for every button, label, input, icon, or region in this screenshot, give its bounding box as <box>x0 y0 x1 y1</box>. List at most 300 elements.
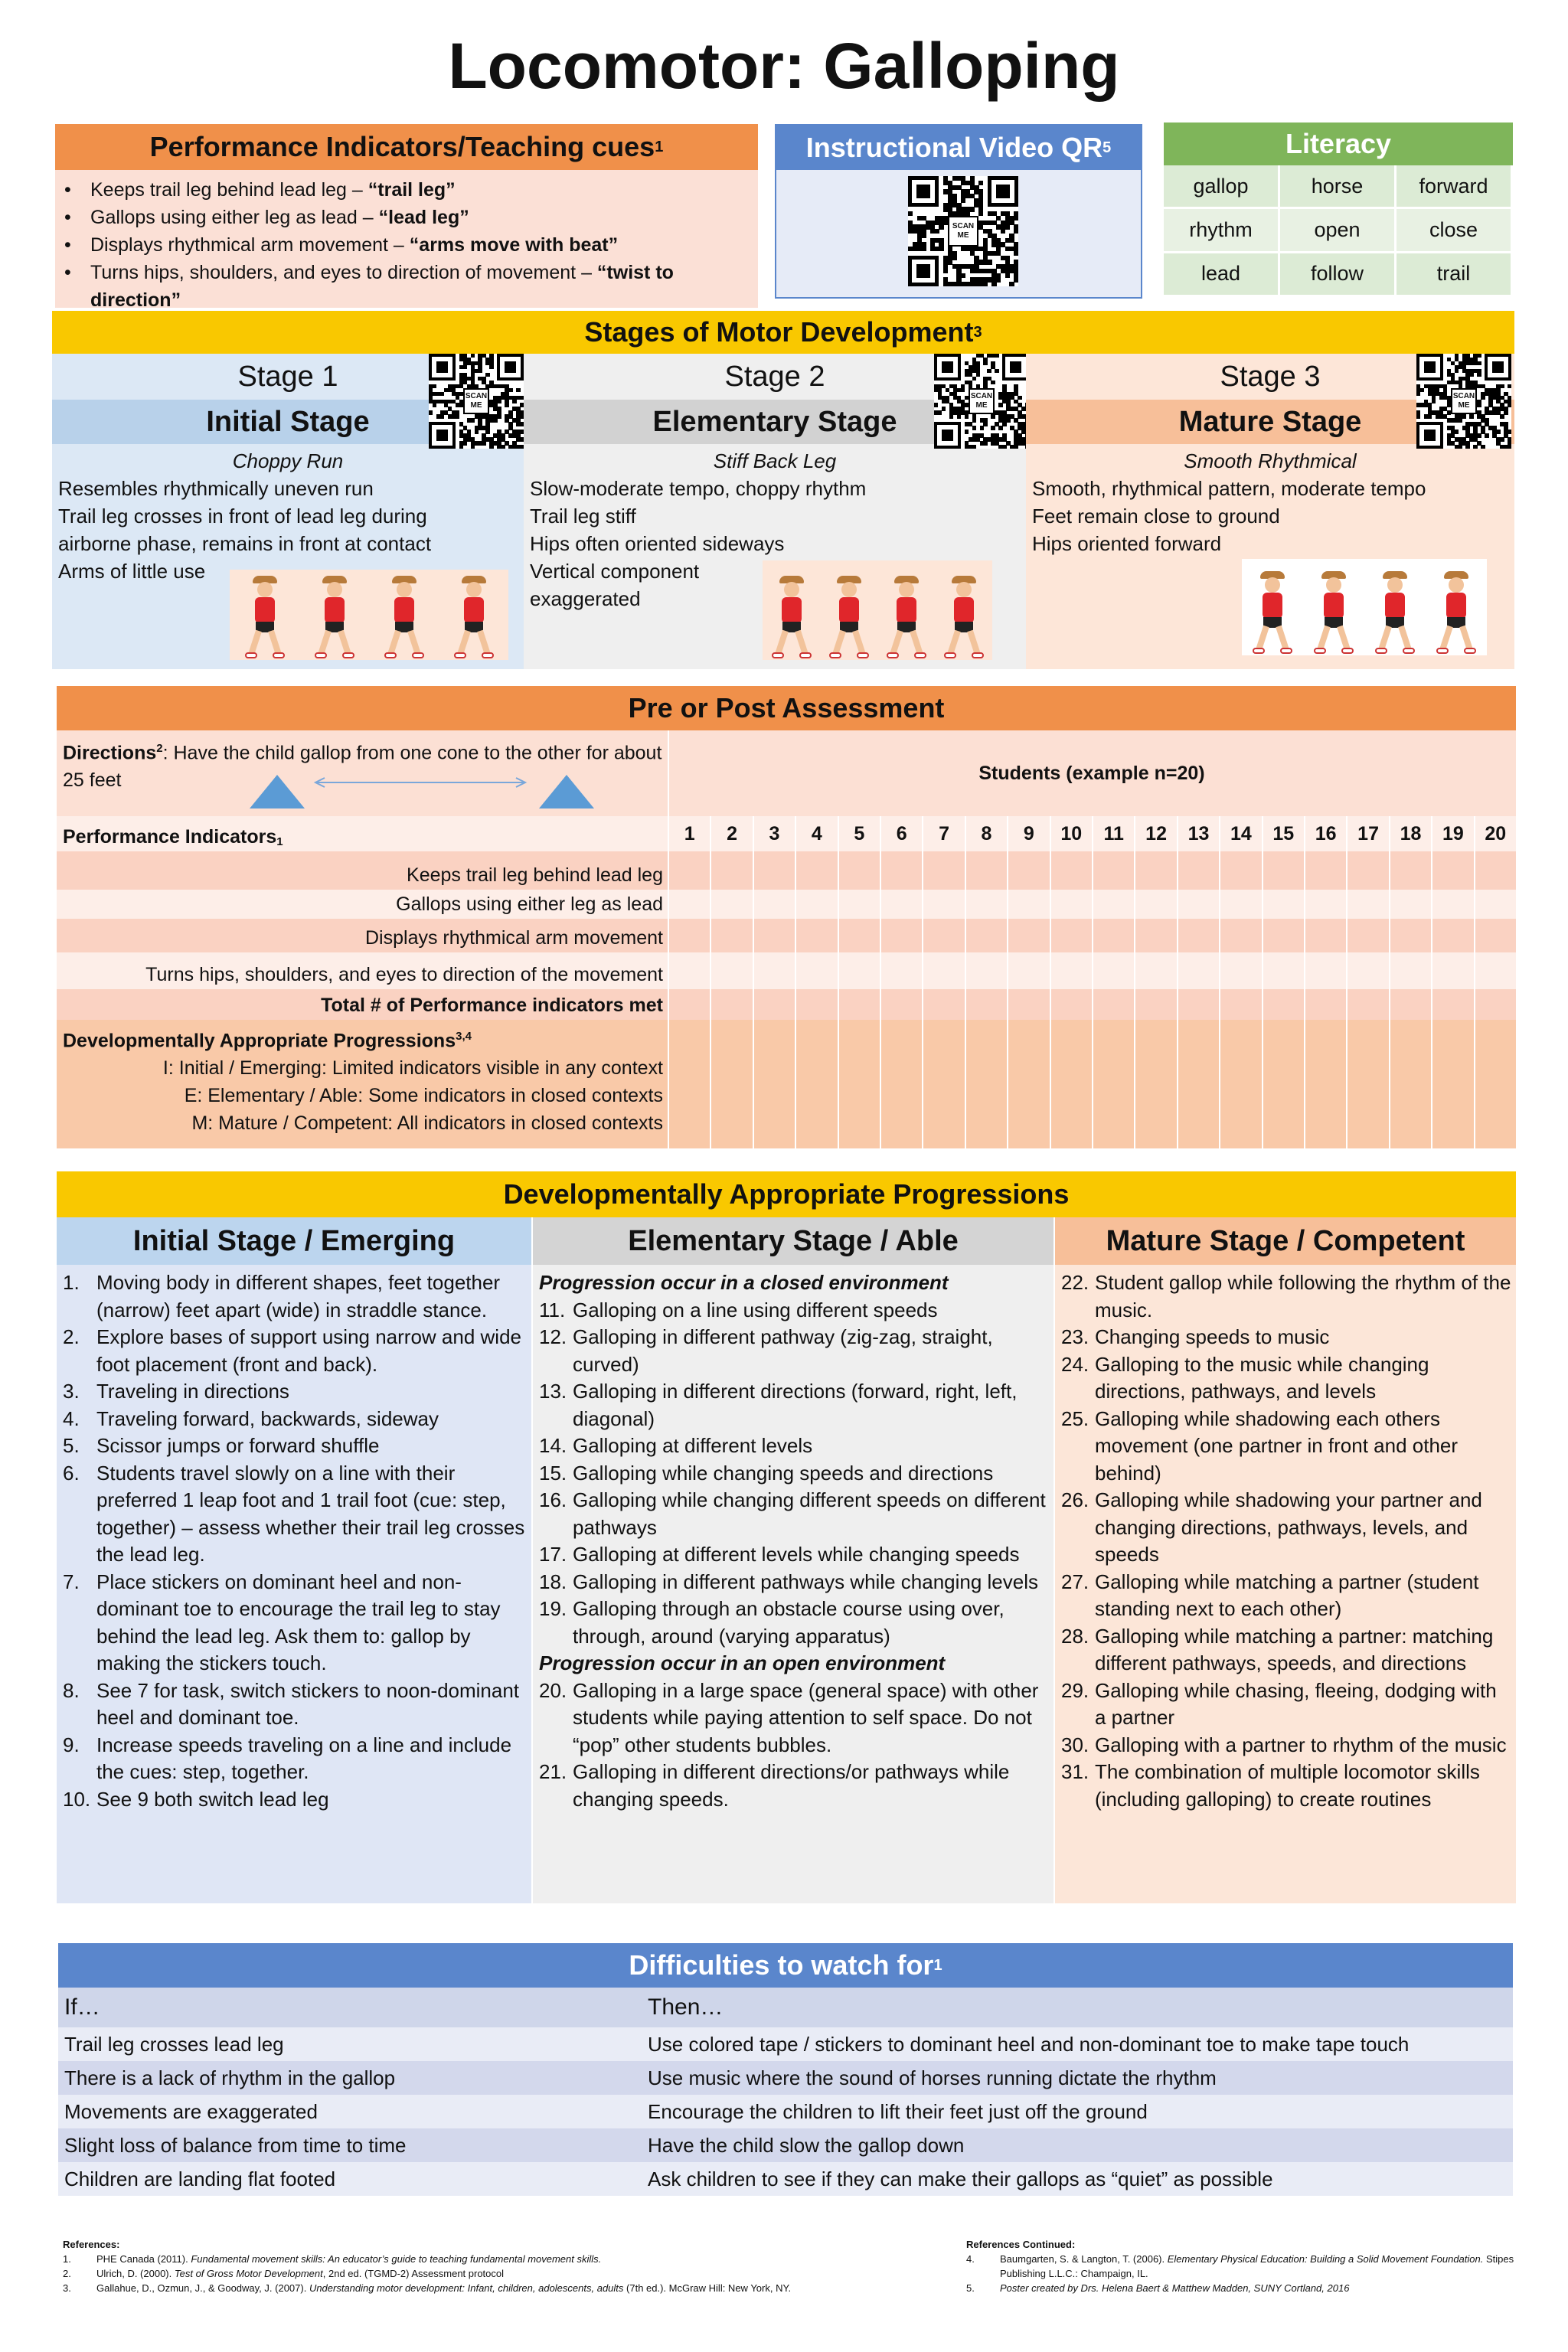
reference-title: Fundamental movement skills: An educator’s guide to teaching fundamental movement skills. <box>191 2253 602 2265</box>
score-cell[interactable] <box>753 919 795 952</box>
difficulty-if: Trail leg crosses lead leg <box>64 2032 284 2056</box>
score-cell[interactable] <box>1431 851 1473 890</box>
video-panel <box>775 124 1142 299</box>
stage-column-elementary <box>524 354 1026 669</box>
score-cell[interactable] <box>1134 851 1176 890</box>
progression-item-text: Galloping while changing speeds and directions <box>573 1461 994 1485</box>
score-cell[interactable] <box>795 952 837 989</box>
score-cell[interactable] <box>1304 890 1346 919</box>
score-cell[interactable] <box>1346 1020 1388 1148</box>
score-cell[interactable] <box>1389 851 1431 890</box>
stages-header-sup: 3 <box>973 323 982 341</box>
progression-item-number: 23. <box>1061 1325 1089 1348</box>
stage-number: Stage 1 <box>237 360 338 393</box>
score-cell[interactable] <box>1050 1020 1092 1148</box>
students-label: Students (example n=20) <box>978 763 1205 784</box>
score-cell[interactable] <box>1262 952 1304 989</box>
stage-3-qr-code[interactable] <box>1416 354 1511 449</box>
score-cell[interactable] <box>838 1020 880 1148</box>
then-label: Then… <box>648 1994 724 2020</box>
score-cell[interactable] <box>1219 919 1261 952</box>
performance-item-text: Gallops using either leg as lead – <box>90 207 379 228</box>
stage-line: airborne phase, remains in front at contact <box>58 532 432 555</box>
score-cell[interactable] <box>710 952 752 989</box>
galloping-child-icon <box>941 576 987 660</box>
dap-line: M: Mature / Competent: All indicators in closed contexts <box>191 1112 663 1135</box>
score-cell[interactable] <box>795 851 837 890</box>
progression-item-text: Galloping while chasing, fleeing, dodging with a partner <box>1095 1678 1497 1729</box>
progression-item-number: 14. <box>539 1434 567 1457</box>
score-cell[interactable] <box>1262 919 1304 952</box>
literacy-word: close <box>1396 209 1511 250</box>
scan-me-label <box>948 216 978 247</box>
progression-item-number: 3. <box>63 1380 80 1403</box>
score-cell[interactable] <box>1304 919 1346 952</box>
student-number: 8 <box>965 816 1007 851</box>
progression-item-text: See 7 for task, switch stickers to noon-dominant heel and dominant toe. <box>96 1678 520 1729</box>
score-cell[interactable] <box>1262 989 1304 1020</box>
stage-body <box>1026 444 1514 560</box>
dap-block <box>57 1020 668 1148</box>
galloping-child-icon <box>242 576 288 660</box>
literacy-word: follow <box>1280 253 1394 295</box>
reference-item <box>63 2281 951 2295</box>
score-cell[interactable] <box>753 1020 795 1148</box>
score-cell[interactable] <box>922 851 964 890</box>
assessment-row <box>57 890 1516 919</box>
score-cell[interactable] <box>1431 919 1473 952</box>
performance-list <box>55 170 758 314</box>
score-cell[interactable] <box>1092 952 1134 989</box>
score-cell[interactable] <box>965 919 1007 952</box>
score-cell[interactable] <box>880 890 922 919</box>
literacy-grid <box>1164 165 1513 297</box>
score-cell[interactable] <box>922 919 964 952</box>
galloping-child-icon <box>1311 571 1357 655</box>
reference-title: Understanding motor development: Infant, children, adolescents, adults <box>309 2282 624 2294</box>
difficulty-if: Movements are exaggerated <box>64 2099 318 2123</box>
score-cell[interactable] <box>1050 952 1092 989</box>
progression-item <box>1061 1569 1511 1623</box>
score-cell[interactable] <box>1389 1020 1431 1148</box>
progression-column-title: Elementary Stage / Able <box>533 1217 1054 1265</box>
progression-item-number: 26. <box>1061 1488 1089 1511</box>
scan-me-text: SCAN ME <box>465 391 488 410</box>
progression-item-text: Galloping through an obstacle course using over, through, around (varying apparatus) <box>573 1597 1004 1648</box>
student-number: 10 <box>1050 816 1092 851</box>
score-cell[interactable] <box>1431 952 1473 989</box>
progression-item-text: Galloping in different directions/or pathways while changing speeds. <box>573 1760 1010 1811</box>
difficulty-if: There is a lack of rhythm in the gallop <box>64 2066 396 2089</box>
progression-item-text: Galloping at different levels <box>573 1434 813 1457</box>
score-cell[interactable] <box>1219 952 1261 989</box>
progression-item <box>539 1297 1049 1325</box>
performance-header-sup: 1 <box>655 138 664 155</box>
score-cell[interactable] <box>1389 890 1431 919</box>
score-cell[interactable] <box>1304 952 1346 989</box>
progression-item-number: 4. <box>63 1406 80 1430</box>
score-cell[interactable] <box>1431 989 1473 1020</box>
progression-item-number: 15. <box>539 1461 567 1485</box>
reference-post: , 2nd ed. (TGMD-2) Assessment protocol <box>322 2268 505 2279</box>
score-cell[interactable] <box>795 919 837 952</box>
score-cell[interactable] <box>1346 890 1388 919</box>
score-cell[interactable] <box>1346 919 1388 952</box>
literacy-panel <box>1164 122 1513 297</box>
score-cell[interactable] <box>1092 851 1134 890</box>
pi-label-sup: 1 <box>276 835 283 848</box>
progression-item-text: Galloping while shadowing each others movement (one partner in front and other behind) <box>1095 1406 1459 1485</box>
progression-item-number: 28. <box>1061 1624 1089 1648</box>
score-cell[interactable] <box>1474 851 1516 890</box>
stage-line: Smooth, rhythmical pattern, moderate tempo <box>1032 477 1426 500</box>
reference-item <box>966 2252 1517 2281</box>
score-cell[interactable] <box>753 989 795 1020</box>
score-cell[interactable] <box>1304 851 1346 890</box>
score-cell[interactable] <box>1007 952 1049 989</box>
score-cell[interactable] <box>965 952 1007 989</box>
progression-item-text: Changing speeds to music <box>1095 1325 1330 1348</box>
progression-item-text: Galloping in different directions (forward, right, left, diagonal) <box>573 1380 1018 1430</box>
score-cell[interactable] <box>1389 989 1431 1020</box>
score-cell[interactable] <box>922 989 964 1020</box>
progression-item-number: 22. <box>1061 1271 1089 1294</box>
stage-body <box>52 444 524 588</box>
progression-column-mature <box>1055 1217 1516 1903</box>
assessment-header: Pre or Post Assessment <box>57 686 1516 730</box>
progression-item-text: Moving body in different shapes, feet together (narrow) feet apart (wide) in straddle stance. <box>96 1271 501 1321</box>
progression-item-text: Galloping to the music while changing directions, pathways, and levels <box>1095 1352 1429 1403</box>
score-cell[interactable] <box>1134 989 1176 1020</box>
reference-number: 4. <box>966 2253 975 2265</box>
progression-item-text: Explore bases of support using narrow and wide foot placement (front and back). <box>96 1325 521 1376</box>
progression-item <box>1061 1406 1511 1488</box>
score-cell[interactable] <box>710 851 752 890</box>
score-cell[interactable] <box>1050 919 1092 952</box>
difficulties-header-text: Difficulties to watch for <box>629 1949 934 1981</box>
score-cell[interactable] <box>1134 1020 1176 1148</box>
score-cell[interactable] <box>753 952 795 989</box>
reference-number: 3. <box>63 2282 71 2294</box>
scan-me-label <box>1451 388 1478 415</box>
progression-item-text: Place stickers on dominant heel and non-dominant toe to encourage the trail leg to stay behind the lead leg. Ask them to: gallop by making the stickers touch. <box>96 1570 501 1674</box>
score-cell[interactable] <box>1474 952 1516 989</box>
literacy-word: forward <box>1396 165 1511 207</box>
score-cell[interactable] <box>1431 1020 1473 1148</box>
student-number: 4 <box>795 816 837 851</box>
student-number: 13 <box>1177 816 1219 851</box>
student-number: 12 <box>1134 816 1176 851</box>
score-cell[interactable] <box>1177 919 1219 952</box>
score-cell[interactable] <box>1007 851 1049 890</box>
progression-item-number: 29. <box>1061 1678 1089 1702</box>
student-number: 9 <box>1007 816 1049 851</box>
student-number: 7 <box>922 816 964 851</box>
score-cell[interactable] <box>965 989 1007 1020</box>
progression-item <box>1061 1759 1511 1813</box>
difficulty-then: Encourage the children to lift their feet just off the ground <box>648 2099 1148 2123</box>
score-cell[interactable] <box>1007 919 1049 952</box>
double-arrow-icon <box>315 778 525 787</box>
progression-item-number: 7. <box>63 1570 80 1593</box>
progression-item <box>1061 1269 1511 1324</box>
score-cell[interactable] <box>1007 890 1049 919</box>
stage-name: Initial Stage <box>52 400 524 444</box>
cone-icon <box>539 775 594 808</box>
stage-column-initial <box>52 354 524 669</box>
references-label: References: <box>63 2239 120 2250</box>
stage-line: Vertical component <box>530 560 700 583</box>
assessment-total-row <box>57 989 1516 1020</box>
progression-item <box>63 1732 527 1786</box>
progression-item-text: Traveling in directions <box>96 1380 289 1403</box>
score-cell[interactable] <box>795 890 837 919</box>
video-header-sup: 5 <box>1102 139 1112 156</box>
progression-list <box>57 1265 531 1818</box>
score-cell[interactable] <box>1219 851 1261 890</box>
score-cell[interactable] <box>1007 989 1049 1020</box>
stage-1-qr-code[interactable] <box>429 354 524 449</box>
reference-title: Poster created by Drs. Helena Baert & Matthew Madden, SUNY Cortland, 2016 <box>1000 2282 1350 2294</box>
progression-item <box>63 1378 527 1406</box>
reference-item <box>966 2281 1517 2295</box>
score-cell[interactable] <box>1219 890 1261 919</box>
score-cell[interactable] <box>965 851 1007 890</box>
score-cell[interactable] <box>1474 890 1516 919</box>
stage-3-illustration <box>1242 559 1487 655</box>
progression-item-number: 12. <box>539 1325 567 1348</box>
assessment-row-label: Displays rhythmical arm movement <box>365 927 663 949</box>
galloping-child-icon <box>312 576 358 660</box>
stage-line: Hips often oriented sideways <box>530 532 785 555</box>
galloping-child-icon <box>451 576 497 660</box>
progression-item <box>539 1759 1049 1813</box>
score-cell[interactable] <box>965 1020 1007 1148</box>
progression-column-title: Mature Stage / Competent <box>1055 1217 1516 1265</box>
score-cell[interactable] <box>795 989 837 1020</box>
progressions-header: Developmentally Appropriate Progressions <box>57 1171 1516 1217</box>
difficulty-row <box>58 2162 1513 2196</box>
literacy-word: horse <box>1280 165 1394 207</box>
scan-me-label <box>463 388 490 415</box>
score-cell[interactable] <box>1092 1020 1134 1148</box>
progression-item-text: Students travel slowly on a line with their preferred 1 leap foot and 1 trail foot (cue: step, together) – assess whether their trail leg crosses the lead leg. <box>96 1461 525 1566</box>
score-cell[interactable] <box>753 851 795 890</box>
reference-post: (7th ed.). McGraw Hill: New York, NY. <box>623 2282 792 2294</box>
score-cell[interactable] <box>1177 851 1219 890</box>
progression-item <box>63 1324 527 1378</box>
score-cell[interactable] <box>710 919 752 952</box>
progression-item <box>1061 1677 1511 1732</box>
progressions-panel <box>57 1217 1516 1903</box>
score-cell[interactable] <box>1346 989 1388 1020</box>
stage-column-mature <box>1026 354 1514 669</box>
stage-line: Resembles rhythmically uneven run <box>58 477 374 500</box>
progression-item-number: 8. <box>63 1678 80 1702</box>
difficulty-row <box>58 2027 1513 2061</box>
score-cell[interactable] <box>838 989 880 1020</box>
progression-item <box>539 1541 1049 1569</box>
score-cell[interactable] <box>1219 989 1261 1020</box>
reference-item <box>63 2266 951 2281</box>
student-number: 5 <box>838 816 880 851</box>
galloping-child-icon <box>884 576 929 660</box>
student-number: 17 <box>1346 816 1388 851</box>
video-header <box>776 126 1141 170</box>
score-cell[interactable] <box>1177 952 1219 989</box>
score-cell[interactable] <box>1177 989 1219 1020</box>
score-cell[interactable] <box>1346 952 1388 989</box>
score-cell[interactable] <box>922 1020 964 1148</box>
reference-text <box>96 2266 504 2281</box>
score-cell[interactable] <box>668 952 710 989</box>
score-cell[interactable] <box>1050 989 1092 1020</box>
assessment-row <box>57 952 1516 989</box>
galloping-child-icon <box>1433 571 1479 655</box>
assessment-row <box>57 919 1516 952</box>
score-cell[interactable] <box>1474 919 1516 952</box>
stage-subtitle: Stiff Back Leg <box>713 449 837 472</box>
score-cell[interactable] <box>1389 919 1431 952</box>
progression-column-initial <box>57 1217 531 1903</box>
score-cell[interactable] <box>710 890 752 919</box>
progression-item <box>539 1378 1049 1432</box>
difficulties-header <box>58 1943 1513 1988</box>
score-cell[interactable] <box>668 890 710 919</box>
performance-header <box>55 124 758 170</box>
progression-item-text: Galloping in a large space (general space) with other students while paying attention to self space. Do not “pop” other students bubbles. <box>573 1678 1039 1756</box>
score-cell[interactable] <box>1262 851 1304 890</box>
progression-item <box>63 1432 527 1460</box>
score-cell[interactable] <box>880 989 922 1020</box>
score-cell[interactable] <box>1177 890 1219 919</box>
score-cell[interactable] <box>668 1020 710 1148</box>
progression-item-number: 20. <box>539 1678 567 1702</box>
score-cell[interactable] <box>1050 890 1092 919</box>
progression-item-text: Galloping in different pathways while changing levels <box>573 1570 1039 1593</box>
dap-label-text: Developmentally Appropriate Progressions <box>63 1030 456 1052</box>
page-title: Locomotor: Galloping <box>448 30 1120 102</box>
score-cell[interactable] <box>1092 890 1134 919</box>
performance-item-cue: “trail leg” <box>368 179 456 201</box>
video-qr-code[interactable] <box>908 176 1018 286</box>
student-number: 19 <box>1431 816 1473 851</box>
difficulties-header-sup: 1 <box>933 1956 942 1974</box>
score-cell[interactable] <box>1007 1020 1049 1148</box>
score-cell[interactable] <box>922 952 964 989</box>
progression-item <box>1061 1324 1511 1351</box>
stage-1-illustration <box>230 570 508 660</box>
score-cell[interactable] <box>753 890 795 919</box>
literacy-word: open <box>1280 209 1394 250</box>
student-number: 6 <box>880 816 922 851</box>
score-cell[interactable] <box>838 851 880 890</box>
progression-item <box>63 1269 527 1324</box>
score-cell[interactable] <box>1262 1020 1304 1148</box>
score-cell[interactable] <box>1092 919 1134 952</box>
progression-item <box>539 1569 1049 1596</box>
score-cell[interactable] <box>710 1020 752 1148</box>
progression-item-number: 18. <box>539 1570 567 1593</box>
score-cell[interactable] <box>1177 1020 1219 1148</box>
galloping-child-icon <box>381 576 427 660</box>
progression-item-text: Galloping in different pathway (zig-zag, straight, curved) <box>573 1325 993 1376</box>
score-cell[interactable] <box>1134 919 1176 952</box>
score-cell[interactable] <box>1474 989 1516 1020</box>
progression-item-text: Galloping on a line using different speeds <box>573 1298 938 1321</box>
score-cell[interactable] <box>1346 851 1388 890</box>
difficulty-if: Children are landing flat footed <box>64 2167 336 2190</box>
progression-item-text: The combination of multiple locomotor skills (including galloping) to create routines <box>1095 1760 1480 1811</box>
video-header-text: Instructional Video QR <box>805 132 1103 163</box>
reference-post: Stipes Publishing L.L.C.: Champaign, IL. <box>1000 2253 1514 2279</box>
score-cell[interactable] <box>1219 1020 1261 1148</box>
if-label: If… <box>64 1994 100 2020</box>
score-cell[interactable] <box>880 851 922 890</box>
score-cell[interactable] <box>838 952 880 989</box>
score-cell[interactable] <box>1134 890 1176 919</box>
score-cell[interactable] <box>1262 890 1304 919</box>
score-cell[interactable] <box>668 989 710 1020</box>
score-cell[interactable] <box>795 1020 837 1148</box>
progression-item <box>539 1596 1049 1650</box>
progression-item <box>539 1324 1049 1378</box>
score-cell[interactable] <box>1050 851 1092 890</box>
performance-item-text: Turns hips, shoulders, and eyes to direction of movement – <box>90 262 597 283</box>
literacy-header: Literacy <box>1164 122 1513 165</box>
literacy-word: rhythm <box>1164 209 1278 250</box>
score-cell[interactable] <box>838 890 880 919</box>
score-cell[interactable] <box>922 890 964 919</box>
progression-item-text: Galloping while matching a partner: matching different pathways, speeds, and directions <box>1095 1624 1494 1674</box>
score-cell[interactable] <box>710 989 752 1020</box>
directions-sup: 2 <box>156 742 163 755</box>
dap-label-sup: 3,4 <box>456 1030 472 1043</box>
student-number: 18 <box>1389 816 1431 851</box>
performance-panel <box>55 124 758 311</box>
score-cell[interactable] <box>668 851 710 890</box>
difficulty-row <box>58 2061 1513 2095</box>
progression-item <box>1061 1732 1511 1759</box>
stage-subtitle: Choppy Run <box>232 449 344 472</box>
progression-item-number: 1. <box>63 1271 80 1294</box>
progression-item-number: 10. <box>63 1787 91 1811</box>
score-cell[interactable] <box>838 919 880 952</box>
score-cell[interactable] <box>668 919 710 952</box>
assessment-panel <box>57 730 1516 1148</box>
score-cell[interactable] <box>1304 989 1346 1020</box>
progression-item-number: 17. <box>539 1543 567 1566</box>
score-cell[interactable] <box>1092 989 1134 1020</box>
stage-2-qr-code[interactable] <box>934 354 1029 449</box>
reference-number: 5. <box>966 2282 975 2294</box>
score-cell[interactable] <box>1304 1020 1346 1148</box>
reference-number: 2. <box>63 2268 71 2279</box>
score-cell[interactable] <box>880 1020 922 1148</box>
dap-line: I: Initial / Emerging: Limited indicators visible in any context <box>162 1057 663 1080</box>
performance-item-cue: “arms move with beat” <box>409 234 619 256</box>
score-cell[interactable] <box>1474 1020 1516 1148</box>
score-cell[interactable] <box>1389 952 1431 989</box>
score-cell[interactable] <box>1431 890 1473 919</box>
student-number: 20 <box>1474 816 1516 851</box>
score-cell[interactable] <box>965 890 1007 919</box>
score-cell[interactable] <box>880 952 922 989</box>
reference-text <box>96 2252 601 2266</box>
score-cell[interactable] <box>1134 952 1176 989</box>
score-cell[interactable] <box>880 919 922 952</box>
stage-2-illustration <box>763 560 992 660</box>
